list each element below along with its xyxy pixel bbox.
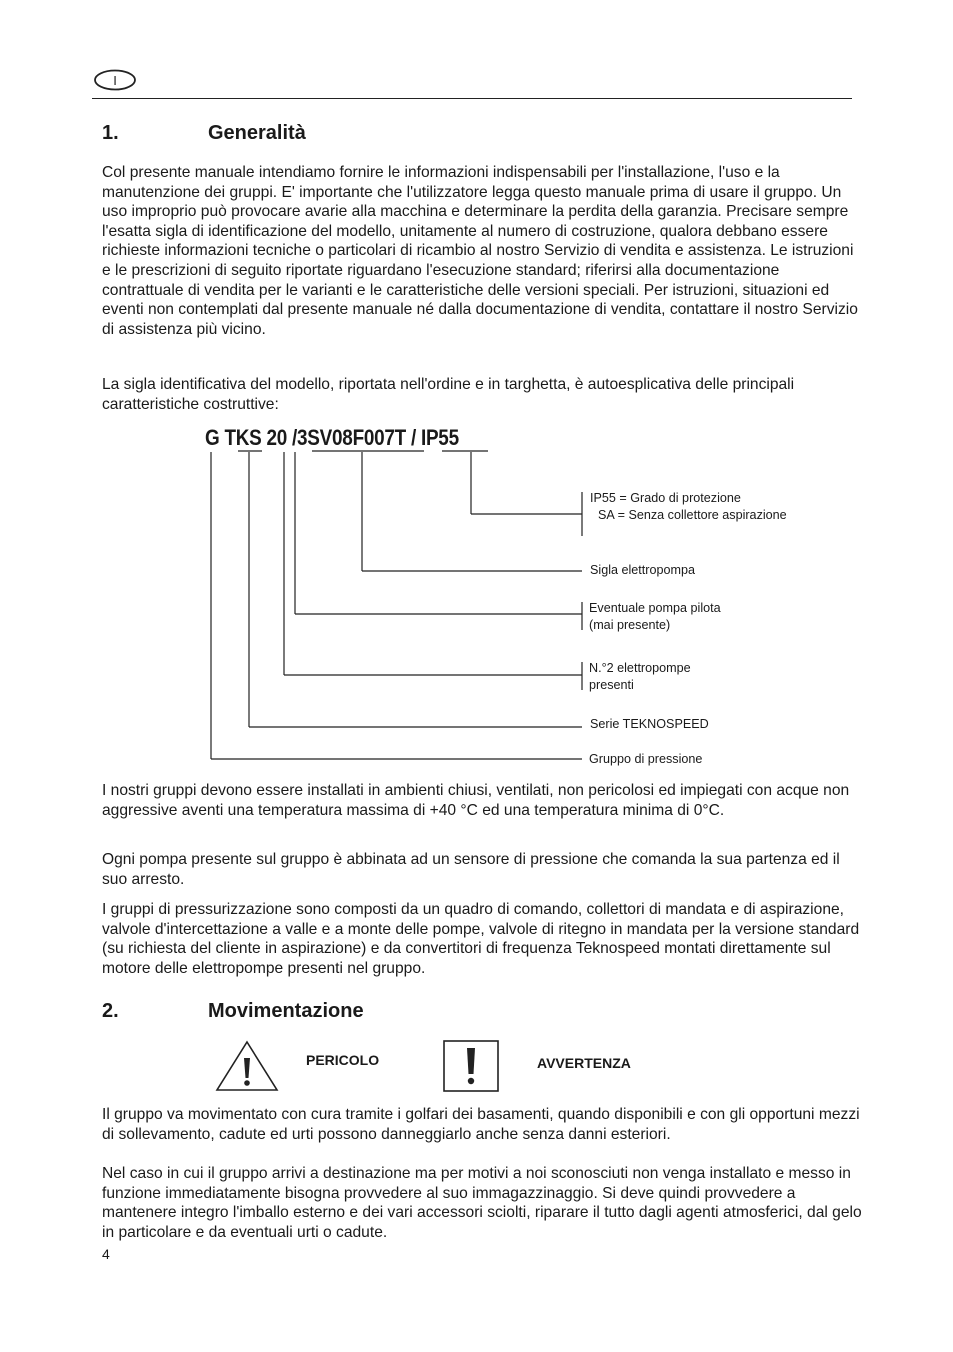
section-1-paragraph-1: Col presente manuale intendiamo fornire le informazioni indispensabili per l'installazione, l'uso e la manutenzione dei gruppi. E' importante che l'utilizzatore legga questo manuale prima di usare il gruppo. Un uso improprio può provocare avarie alla macchina e determinare la perdita della garanzia. Precisare sempre l'esatta sigla di identificazione del modello, unitamente al numero di costruzione, qualora debbano essere richieste informazioni tecniche o particolari di ricambio al nostro Servizio di vendita e assistenza. Le istruzioni e le prescrizioni di seguito riportate riguardano l'esecuzione standard; riferirsi alla documentazione contrattuale di vendita per le varianti e le caratteristiche delle versioni speciali. Per istruzioni, situazioni ed eventi non contemplati dal presente manuale né dalla documentazione di vendita, contattare il nostro Servizio di assistenza più vicino. bbox=[102, 164, 858, 338]
legend-pilot-line-2: (mai presente) bbox=[589, 618, 671, 632]
warning-icon bbox=[443, 1040, 499, 1092]
legend-pilot-line-1: Eventuale pompa pilota bbox=[589, 601, 721, 615]
header-rule bbox=[92, 98, 852, 99]
section-1-paragraph-5: I gruppi di pressurizzazione sono composti da un quadro di comando, collettori di mandata e di aspirazione, valvole d'intercettazione a valle e a monte delle pompe, valvole di ritegno in mandata per la versione standard (su richiesta del cliente in aspirazione) e da convertitori di frequenza Teknospeed montati direttamente sul motore delle elettropompe presenti nel gruppo. bbox=[102, 901, 860, 977]
section-1-paragraph-2: La sigla identificativa del modello, riportata nell'ordine e in targhetta, è autoesplicativa delle principali caratteristiche costruttive: bbox=[102, 376, 795, 413]
model-code: G TKS 20 /3SV08F007T / IP55 bbox=[205, 425, 459, 450]
section-2-paragraph-2: Nel caso in cui il gruppo arrivi a destinazione ma per motivi a noi sconosciuti non venga installato e messo in funzione immediatamente bisogna provvedere al suo immagazzinaggio. Si deve quindi provvedere a mantenere integro l'imballo esterno e dei vari accessori sciolti, riparare il tutto dagli agenti atmosferici, dal gelo in particolare e da eventuali urti o cadute. bbox=[102, 1165, 862, 1241]
section-1-paragraph-4: Ogni pompa presente sul gruppo è abbinata ad un sensore di pressione che comanda la sua partenza ed il suo arresto. bbox=[102, 851, 840, 888]
section-1-number: 1. bbox=[102, 122, 119, 144]
section-1-paragraph-3: I nostri gruppi devono essere installati in ambienti chiusi, ventilati, non pericolosi ed impiegati con acque non aggressive aventi una temperatura massima di +40 °C ed una temperatura minima di 0°C. bbox=[102, 782, 850, 819]
legend-ip-line-1: IP55 = Grado di protezione bbox=[590, 491, 741, 505]
legend-group: Gruppo di pressione bbox=[589, 752, 703, 766]
page-number: 4 bbox=[102, 1246, 110, 1262]
warning-label: AVVERTENZA bbox=[537, 1055, 631, 1071]
svg-text:I: I bbox=[113, 73, 117, 88]
section-2-title: Movimentazione bbox=[208, 1000, 364, 1022]
section-2-number: 2. bbox=[102, 1000, 119, 1022]
legend-pump-code: Sigla elettropompa bbox=[590, 563, 696, 577]
legend-series: Serie TEKNOSPEED bbox=[590, 717, 709, 731]
legend-count-line-2: presenti bbox=[589, 678, 634, 692]
section-1-title: Generalità bbox=[208, 122, 306, 144]
danger-label: PERICOLO bbox=[306, 1052, 380, 1068]
legend-ip-line-2: SA = Senza collettore aspirazione bbox=[598, 508, 787, 522]
section-2-paragraph-1: Il gruppo va movimentato con cura tramite i golfari dei basamenti, quando disponibili e con gli opportuni mezzi di sollevamento, cadute ed urti possono danneggiarlo anche senza danni esteriori. bbox=[102, 1106, 860, 1143]
language-badge bbox=[92, 68, 138, 92]
legend-count-line-1: N.°2 elettropompe bbox=[589, 661, 691, 675]
danger-icon bbox=[215, 1040, 279, 1092]
